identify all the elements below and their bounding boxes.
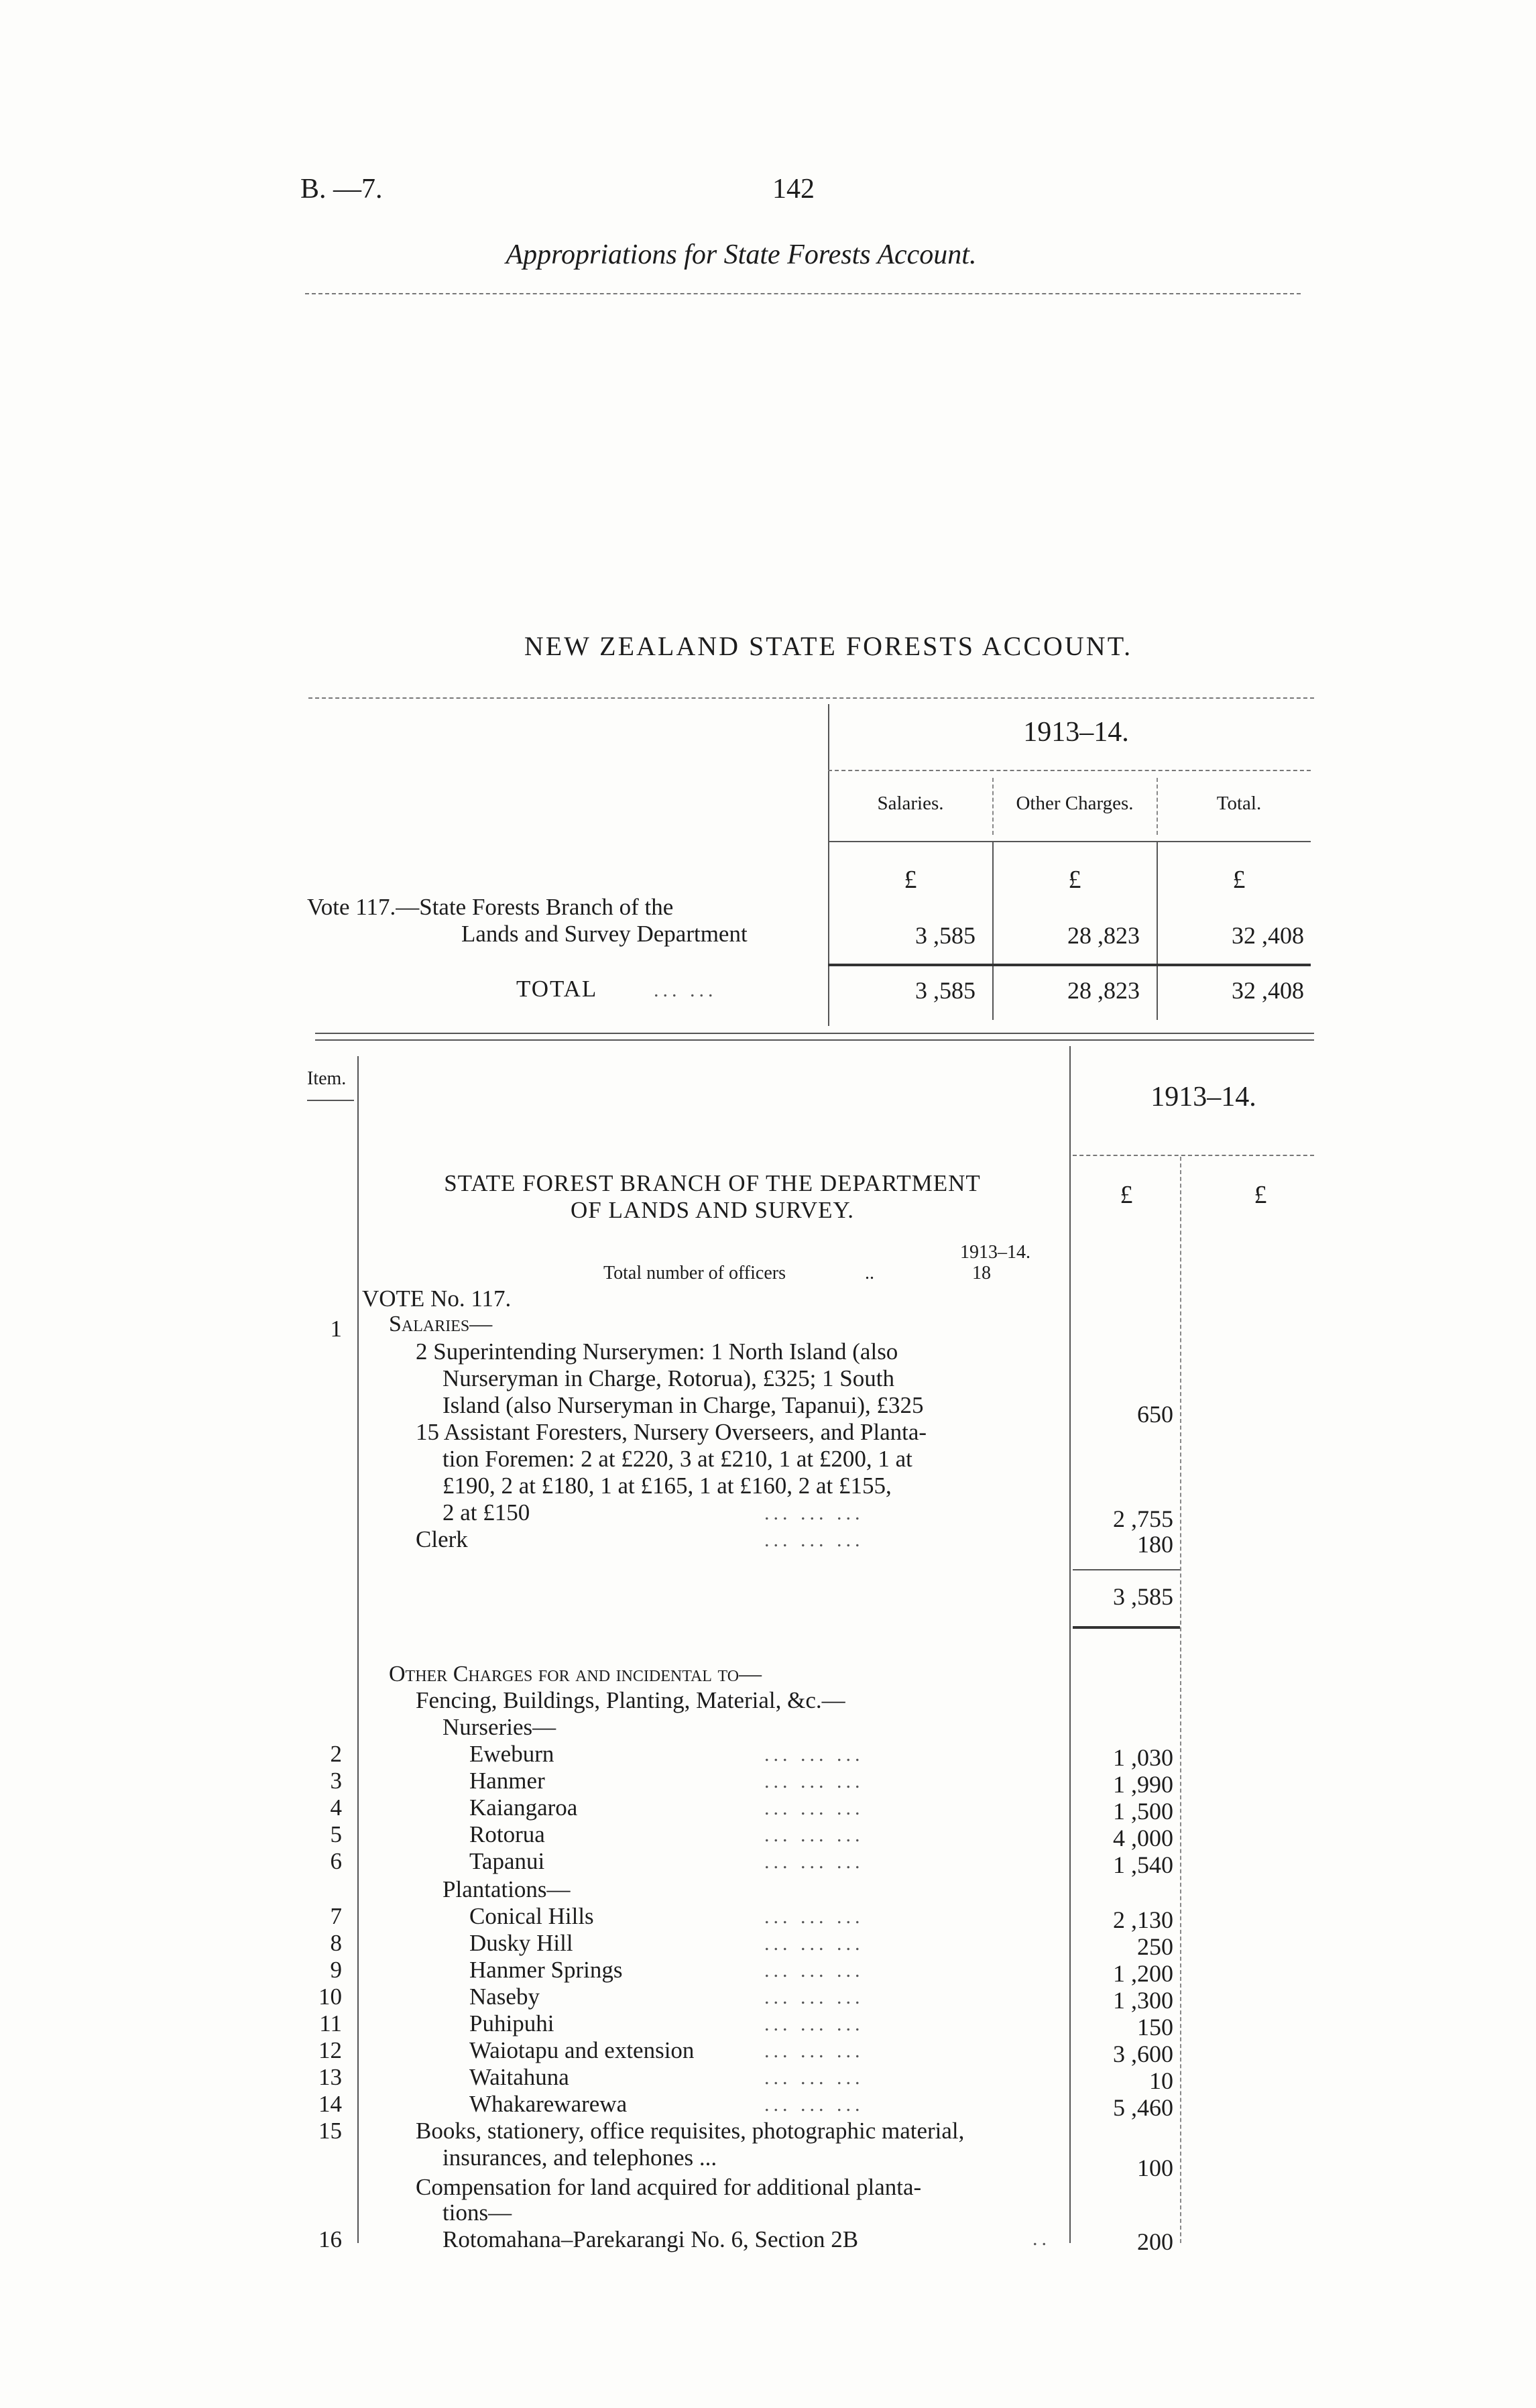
vote-line-1: Vote 117.—State Forests Branch of the [307,894,674,920]
amount-column-divider-mid [1180,1157,1181,2243]
nurserie-amount: 1 ,500 [1113,1798,1173,1825]
col-salaries-header: Salaries. [877,793,944,814]
total-leader-dots: ... ... [654,979,717,1001]
nurserie-name: Hanmer [469,1768,545,1794]
salaries-heading: Salaries— [389,1312,493,1336]
item-number: 2 [330,1741,342,1767]
vote-number: VOTE No. 117. [362,1285,512,1312]
summary-top-rule [308,697,1314,699]
summary-divider-left [828,704,829,1026]
page-number: 142 [772,174,815,205]
leader-dots: ... ... ... [764,1824,864,1846]
salaries-subtotal-rule [1073,1569,1180,1570]
leader-dots: ... ... ... [764,1906,864,1928]
salary-amount: 650 [1137,1401,1173,1428]
salary-line: Clerk [416,1526,468,1552]
salary-line: 2 at £150 [442,1499,530,1526]
plantation-name: Naseby [469,1984,540,2010]
officers-dots: .. [865,1263,874,1283]
plantation-name: Whakarewarewa [469,2091,628,2117]
col-divider-1-top [992,778,994,835]
plantation-amount: 10 [1149,2067,1173,2094]
detail-year-rule [1073,1155,1314,1156]
fencing-heading: Fencing, Buildings, Planting, Material, &c.— [416,1687,845,1713]
col-divider-2 [1157,842,1158,1020]
page-code: B. —7. [300,174,383,205]
salary-amount: 180 [1137,1531,1173,1558]
leader-dots: ... ... ... [764,2094,864,2116]
plantation-name: Hanmer Springs [469,1957,623,1983]
salary-line: £190, 2 at £180, 1 at £165, 1 at £160, 2 at £155, [442,1473,892,1499]
detail-year: 1913–14. [1150,1082,1256,1112]
branch-title-line-1: STATE FOREST BRANCH OF THE DEPARTMENT [444,1170,981,1196]
summary-bottom-rule-1 [315,1033,1314,1034]
total-label: TOTAL [516,976,598,1002]
item-number: 1 [330,1316,342,1342]
total-other-value: 28 ,823 [1067,977,1140,1004]
year-rule [828,770,1311,771]
plantation-name: Puhipuhi [469,2010,554,2037]
col-divider-2-top [1157,778,1158,835]
leader-dots: ... ... ... [764,1502,864,1524]
nurserie-name: Eweburn [469,1741,554,1767]
col-other-charges-header: Other Charges. [1016,793,1134,814]
item-number: 12 [318,2037,342,2063]
header-rule [305,293,1301,294]
salaries-subtotal: 3 ,585 [1113,1583,1173,1610]
page-subtitle: Appropriations for State Forests Account. [506,239,977,270]
col-divider-1 [992,842,994,1020]
summary-year: 1913–14. [1023,717,1129,748]
compensation-line-2: tions— [442,2199,512,2226]
leader-dots: ... ... ... [764,1851,864,1873]
item-header-rule [307,1100,354,1101]
item-number: 14 [318,2091,342,2117]
plantation-amount: 250 [1137,1933,1173,1960]
vote-other-value: 28 ,823 [1067,922,1140,949]
leader-dots: ... ... ... [764,2013,864,2035]
leader-dots: ... ... ... [764,1743,864,1766]
leader-dots: ... ... ... [764,2040,864,2062]
currency-other: £ [1068,866,1081,894]
item-number: 16 [318,2226,342,2252]
leader-dots: ... ... ... [764,1986,864,2008]
plantation-name: Conical Hills [469,1903,594,1929]
plantation-amount: 1 ,300 [1113,1987,1173,2014]
branch-title-line-2: OF LANDS AND SURVEY. [570,1197,854,1223]
amount-column-divider-left [1069,1046,1071,2243]
nurserie-name: Rotorua [469,1821,545,1847]
rotomahana-name: Rotomahana–Parekarangi No. 6, Section 2B [442,2226,859,2252]
salaries-subtotal-bottom-rule [1073,1626,1180,1629]
plantation-name: Waitahuna [469,2064,569,2090]
nurserie-amount: 1 ,540 [1113,1851,1173,1878]
summary-bottom-rule-2 [315,1039,1314,1041]
vote-total-value: 32 ,408 [1232,922,1304,949]
leader-dots: ... ... ... [764,1770,864,1792]
nurserie-amount: 1 ,990 [1113,1771,1173,1798]
item-number: 10 [318,1984,342,2010]
item-number: 8 [330,1930,342,1956]
item-number: 9 [330,1957,342,1983]
detail-currency-2: £ [1254,1181,1267,1209]
item-number: 11 [319,2010,342,2037]
books-line-1: Books, stationery, office requisites, photographic material, [416,2118,965,2144]
currency-total: £ [1232,866,1246,894]
vote-salaries-value: 3 ,585 [915,922,976,949]
plantation-amount: 1 ,200 [1113,1960,1173,1987]
plantation-amount: 150 [1137,2014,1173,2041]
item-number: 13 [318,2064,342,2090]
plantation-name: Waiotapu and extension [469,2037,695,2063]
rotomahana-amount: 200 [1137,2228,1173,2255]
total-total-value: 32 ,408 [1232,977,1304,1004]
col-header-rule [828,841,1311,842]
item-number: 4 [330,1794,342,1821]
plantation-amount: 5 ,460 [1113,2094,1173,2121]
total-salaries-value: 3 ,585 [915,977,976,1004]
leader-dots: ... ... ... [764,1933,864,1955]
plantation-amount: 3 ,600 [1113,2041,1173,2067]
vote-line-2: Lands and Survey Department [461,921,748,947]
leader-dots: .. [1032,2228,1051,2250]
currency-salaries: £ [904,866,917,894]
item-number: 6 [330,1848,342,1874]
nurserie-name: Tapanui [469,1848,545,1874]
officers-count: 18 [972,1263,991,1283]
item-number: 15 [318,2118,342,2144]
salary-amount: 2 ,755 [1113,1505,1173,1532]
compensation-line-1: Compensation for land acquired for additional planta- [416,2174,922,2200]
salary-line: Nurseryman in Charge, Rotorua), £325; 1 South [442,1365,894,1391]
officers-year: 1913–14. [960,1242,1030,1263]
salary-line: 15 Assistant Foresters, Nursery Overseers, and Planta- [416,1419,927,1445]
nurseries-heading: Nurseries— [442,1714,556,1740]
salary-line: Island (also Nurseryman in Charge, Tapanui), £325 [442,1392,924,1418]
item-header: Item. [307,1068,347,1089]
item-column-divider [357,1056,359,2243]
books-line-2: insurances, and telephones ... [442,2144,717,2171]
salary-line: tion Foremen: 2 at £220, 3 at £210, 1 at £200, 1 at [442,1446,912,1472]
item-number: 3 [330,1768,342,1794]
col-total-header: Total. [1216,793,1262,814]
leader-dots: ... ... ... [764,2067,864,2089]
books-amount: 100 [1137,2155,1173,2181]
total-rule [828,964,1311,966]
plantation-name: Dusky Hill [469,1930,573,1956]
nurserie-name: Kaiangaroa [469,1794,578,1821]
item-number: 7 [330,1903,342,1929]
item-number: 5 [330,1821,342,1847]
plantations-heading: Plantations— [442,1876,571,1902]
nurserie-amount: 1 ,030 [1113,1744,1173,1771]
other-charges-heading: Other Charges for and incidental to— [389,1662,762,1686]
detail-currency-1: £ [1120,1181,1133,1209]
leader-dots: ... ... ... [764,1529,864,1551]
leader-dots: ... ... ... [764,1797,864,1819]
leader-dots: ... ... ... [764,1959,864,1982]
account-title: NEW ZEALAND STATE FORESTS ACCOUNT. [524,631,1133,661]
plantation-amount: 2 ,130 [1113,1906,1173,1933]
nurserie-amount: 4 ,000 [1113,1825,1173,1851]
salary-line: 2 Superintending Nurserymen: 1 North Island (also [416,1338,898,1365]
officers-label: Total number of officers [603,1263,786,1283]
